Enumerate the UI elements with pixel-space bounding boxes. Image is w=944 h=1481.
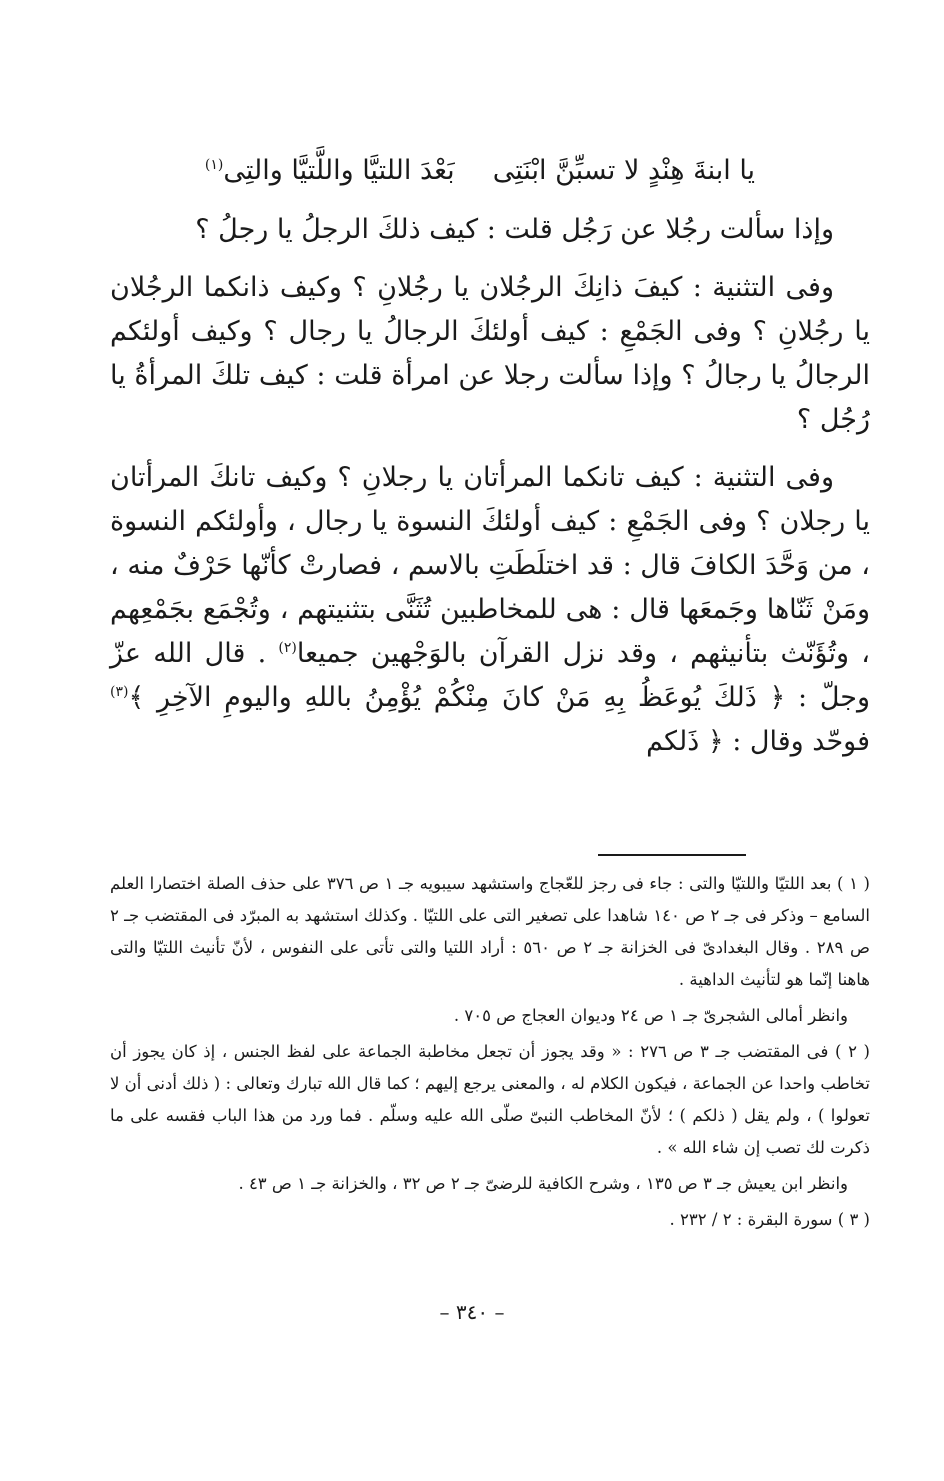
paragraph: وفى التثنية : كيفَ ذانِكَ الرجُلان يا رجُلانِ ؟ وكيف ذانكما الرجُلان يا رجُلانِ ؟ وفى الجَمْعِ : كيف أولئكَ الرجالُ يا رجال ؟ وكيف أولئكم الرجالُ يا رجالُ ؟ وإذا سألت رجلا عن امرأة قلت : كيف تلكَ المرأةُ يا رُجُل ؟ [110, 272, 870, 435]
footnote: وانظر ابن يعيش جـ ٣ ص ١٣٥ ، وشرح الكافية للرضىّ جـ ٢ ص ٣٢ ، والخزانة جـ ١ ص ٤٣ . [238, 1174, 848, 1193]
footnote: وانظر أمالى الشجرىّ جـ ١ ص ٢٤ وديوان العجاج ص ٧٠٥ . [453, 1006, 848, 1025]
verse-first-hemistich: يا ابنةَ هِنْدٍ لا تسبِّنَّ ابْنَتِى [492, 155, 756, 186]
footnote-marker: (٣) [110, 684, 129, 700]
footnote: ( ٢ ) فى المقتضب جـ ٣ ص ٢٧٦ : « وقد يجوز أن تجعل مخاطبة الجماعة على لفظ الجنس ، إذ كان يجوز أن تخاطب واحدا عن الجماعة ، فيكون الكلام له ، والمعنى يرجع إليهم ؛ كما قال الله تبارك وتعالى : ( ذلك أدنى أن لا تعولوا ) ، ولم يقل ( ذلكم ) ؛ لأنّ المخاطب النبىّ صلّى الله عليه وسلّم . فما ورد من هذا الباب فقسه على ما ذكرت لك تصب إن شاء الله » . [110, 1042, 870, 1157]
footnote-marker: (٢) [278, 640, 297, 656]
main-text [110, 208, 870, 778]
page-number: – ٣٤٠ – [439, 1300, 505, 1324]
paragraph-text: وفى التثنية : كيف تانكما المرأتان يا رجلانِ ؟ وكيف تانكَ المرأتان يا رجلان ؟ وفى الجَمْعِ : كيف أولئكَ النسوة يا رجال ، وأولئكم النسوة ، من وَحَّدَ الكافَ قال : قد اختلَطَتِ بالاسم ، فصارتْ كأنّها حَرْفٌ منه ، ومَنْ ثَنّاها وجَمعَها قال : هى للمخاطبين تُثَنَّى بتثنيتهم ، وتُجْمَع بجَمْعِهم ، وتُؤَنّث بتأنيثهم ، وقد نزل القرآن بالوَجْهين جميعا [110, 462, 870, 669]
paragraph: وإذا سألت رجُلا عن رَجُل قلت : كيف ذلكَ الرجلُ يا رجلُ ؟ [195, 214, 834, 245]
footnote-marker: (١) [204, 157, 224, 173]
footnotes [110, 868, 870, 1240]
paragraph-text: فوحّد وقال : ﴿ ذَلكم [646, 726, 870, 757]
footnote: ( ٣ ) سورة البقرة : ٢ / ٢٣٢ . [669, 1210, 870, 1229]
footnote: ( ١ ) بعد اللتيّا واللتيّا والتى : جاء فى رجز للعّجاج واستشهد سيبويه جـ ١ ص ٣٧٦ على حذف الصلة اختصارا العلم السامع – وذكر فى جـ ٢ ص ١٤٠ شاهدا على تصغير التى على اللتيّا . وكذلك استشهد به المبرّد فى المقتضب جـ ٢ ص ٢٨٩ . وقال البغدادىّ فى الخزانة جـ ٢ ص ٥٦٠ : أراد اللتيا والتى تأتى على النفوس ، لأنّ تأنيث اللتيّا والتى هاهنا إنّما هو لتأنيث الداهية . [110, 874, 870, 989]
paragraph-text: . قال الله عزّ وجلّ : ﴿ ذَلكَ يُوعَظُ بِهِ مَنْ كانَ مِنْكُمْ يُؤْمِنُ باللهِ واليومِ الآخِرِ ﴾ [110, 638, 870, 713]
paragraph [110, 456, 870, 764]
footnote-separator [598, 854, 746, 856]
poetry-verse [140, 146, 820, 196]
verse-second-hemistich: بَعْدَ اللتيَّا واللَّتيَّا والتِى [223, 155, 455, 186]
